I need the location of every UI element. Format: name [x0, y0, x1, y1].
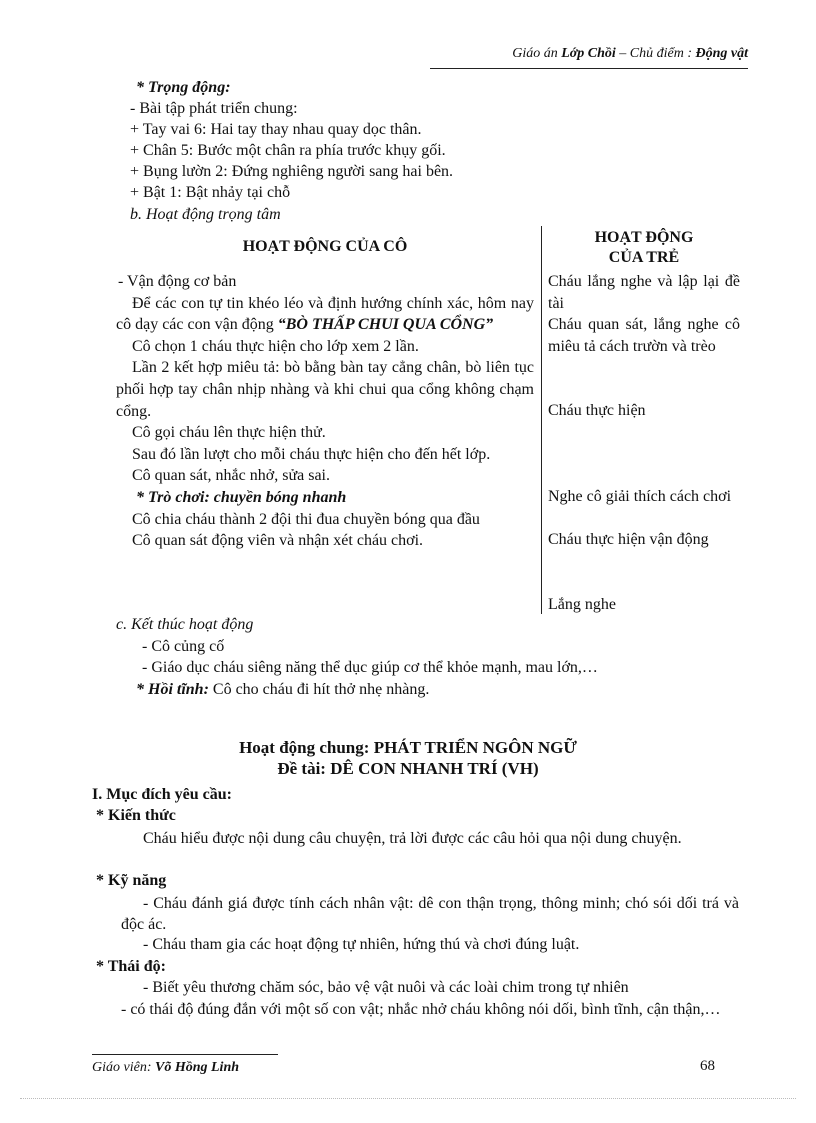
teacher-activity: Cô quan sát, nhắc nhở, sửa sai. [132, 467, 330, 485]
game-title: * Trò chơi: chuyền bóng nhanh [136, 488, 347, 506]
section-objectives: I. Mục đích yêu cầu: [92, 786, 232, 803]
child-activity: Cháu lắng nghe và lập lại đề tài [548, 273, 740, 312]
rest-text: Cô cho cháu đi hít thở nhẹ nhàng. [208, 681, 430, 698]
rest-label: * Hồi tĩnh: [136, 681, 209, 698]
page-footer [92, 1060, 239, 1076]
teacher-activity: - Vận động cơ bản [118, 273, 237, 290]
knowledge-label: * Kiến thức [96, 807, 176, 824]
teacher-name: Võ Hồng Linh [154, 1060, 240, 1075]
exercise-title: “BÒ THẤP CHUI QUA CỔNG” [277, 316, 494, 334]
ending-line: - Giáo dục cháu siêng năng thể dục giúp cơ thể khỏe mạnh, mau lớn,… [142, 659, 598, 676]
lesson-heading [0, 738, 816, 758]
header-class: Lớp Chồi [561, 46, 616, 61]
warmup-line: + Tay vai 6: Hai tay thay nhau quay dọc thân. [130, 121, 422, 138]
header-prefix: Giáo án [512, 46, 562, 61]
attitude-label: * Thái độ: [96, 958, 166, 975]
warmup-title: * Trọng động: [136, 79, 231, 96]
teacher-activities [116, 271, 534, 552]
attitude-item: - có thái độ đúng đắn với một số con vật; nhắc nhở cháu không nói dối, bình tĩnh, cận thận,… [121, 1001, 721, 1018]
teacher-activity: Lần 2 kết hợp miêu tả: bò bằng bàn tay cẳng chân, bò liên tục phối hợp tay chân nhịp nhàng và khi chui qua cổng không chạm cổng. [116, 359, 534, 420]
teacher-activity: Sau đó lần lượt cho mỗi cháu thực hiện cho đến hết lớp. [132, 445, 491, 463]
section-b-title: b. Hoạt động trọng tâm [130, 206, 281, 223]
attitude-item: - Biết yêu thương chăm sóc, bảo vệ vật nuôi và các loài chim trong tự nhiên [143, 979, 629, 996]
page-header [430, 46, 748, 62]
lesson-subject: PHÁT TRIỂN NGÔN NGỮ [373, 738, 577, 757]
child-activity: Cháu quan sát, lắng nghe cô miêu tả cách trườn và trèo [548, 316, 740, 355]
table-header-children-line1: HOẠT ĐỘNG [594, 229, 694, 246]
child-activity: Lắng nghe [548, 596, 616, 613]
ending-line: - Cô củng cố [142, 638, 225, 655]
warmup-line: + Bật 1: Bật nhảy tại chỗ [130, 184, 291, 201]
child-activity: Nghe cô giải thích cách chơi [548, 488, 732, 505]
child-activity: Cháu thực hiện [548, 402, 646, 419]
header-middle: – Chủ điểm : [615, 46, 696, 61]
lesson-heading-prefix: Hoạt động chung: [239, 738, 374, 757]
section-c-title: c. Kết thúc hoạt động [116, 616, 254, 633]
page-number: 68 [700, 1058, 715, 1074]
teacher-activity-text: Để các con tự tin khéo léo và định hướng chính xác, hôm nay cô dạy các con vận động [116, 294, 534, 334]
warmup-line: + Chân 5: Bước một chân ra phía trước khụy gối. [130, 142, 446, 159]
teacher-label: Giáo viên: [92, 1060, 155, 1075]
skills-label: * Kỹ năng [96, 872, 167, 889]
table-header-children [548, 228, 740, 268]
bottom-dotted-line [20, 1098, 796, 1099]
warmup-line: + Bụng lườn 2: Đứng nghiêng người sang hai bên. [130, 163, 454, 180]
table-column-divider [541, 226, 542, 614]
teacher-activity: Cô chọn 1 cháu thực hiện cho lớp xem 2 lần. [132, 337, 419, 355]
teacher-activity [116, 293, 534, 336]
teacher-activity: Cô gọi cháu lên thực hiện thử. [132, 424, 326, 442]
table-header-children-line2: CỦA TRẺ [608, 249, 680, 266]
teacher-activity: Cô chia cháu thành 2 đội thi đua chuyền bóng qua đầu [132, 510, 480, 528]
child-activity: Cháu thực hiện vận động [548, 531, 709, 548]
table-header-teacher: HOẠT ĐỘNG CỦA CÔ [242, 238, 408, 255]
skills-item: - Cháu tham gia các hoạt động tự nhiên, hứng thú và chơi đúng luật. [143, 936, 580, 953]
skills-item: - Cháu đánh giá được tính cách nhân vật: dê con thận trọng, thông minh; chó sói dối trá và độc ác. [121, 895, 739, 933]
warmup-line: - Bài tập phát triển chung: [130, 100, 298, 117]
header-theme: Động vật [695, 46, 748, 61]
rest-line [136, 680, 429, 700]
header-rule [430, 68, 748, 69]
teacher-activity: Cô quan sát động viên và nhận xét cháu chơi. [132, 532, 424, 550]
lesson-topic: Đề tài: DÊ CON NHANH TRÍ (VH) [277, 759, 539, 778]
knowledge-text: Cháu hiểu được nội dung câu chuyện, trả lời được các câu hỏi qua nội dung chuyện. [143, 830, 682, 847]
footer-rule [92, 1054, 278, 1055]
